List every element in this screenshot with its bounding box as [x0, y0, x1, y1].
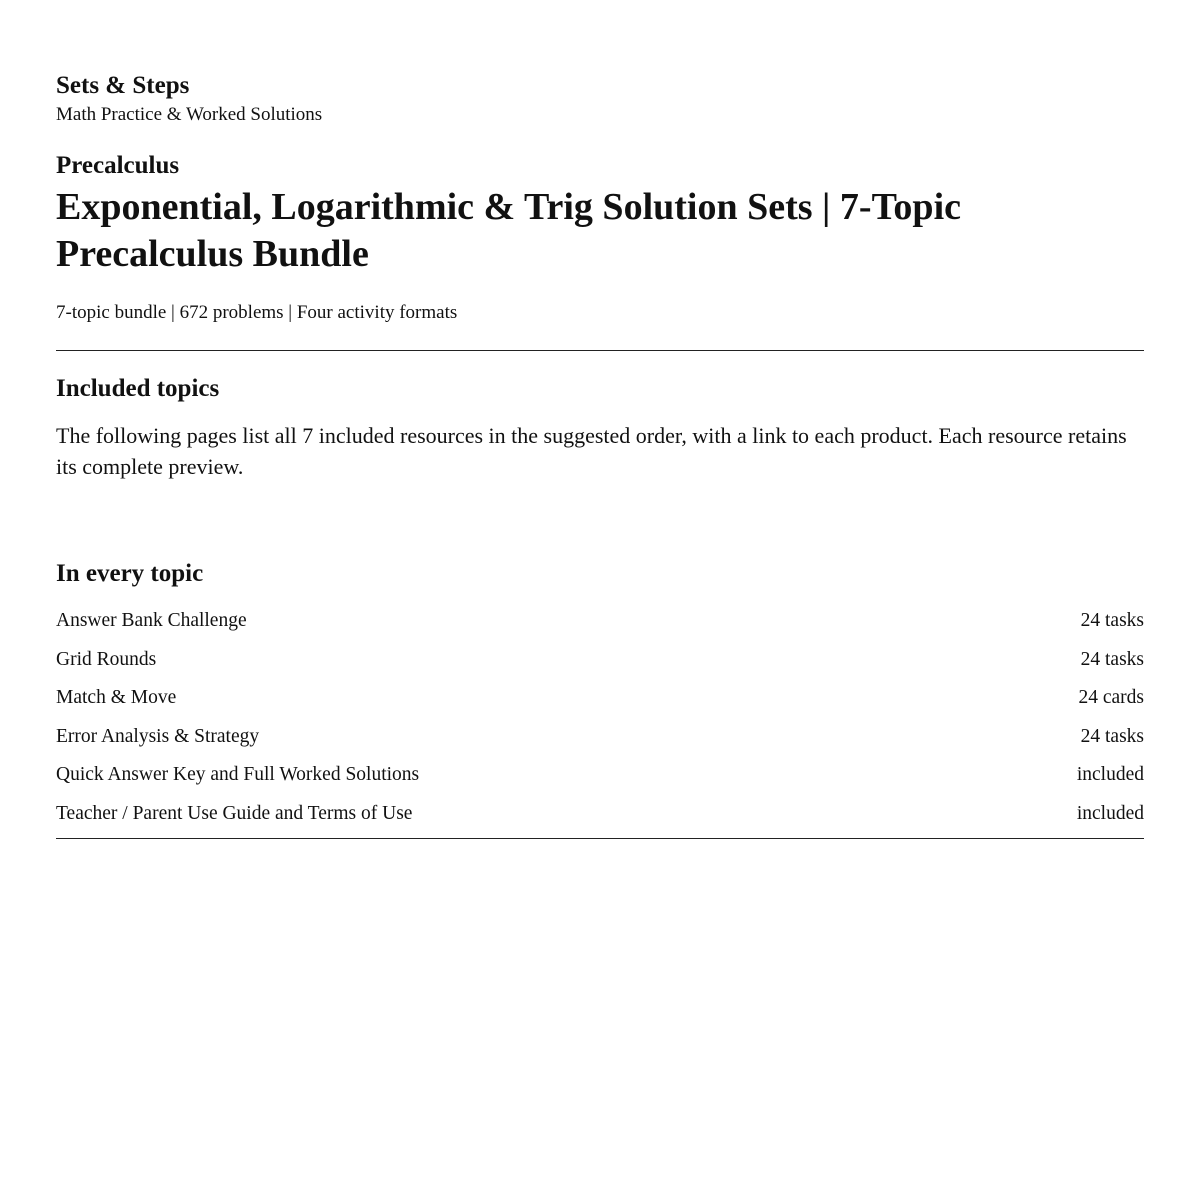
included-topics-heading: Included topics	[56, 375, 220, 402]
list-item	[56, 718, 1144, 757]
list-item	[56, 756, 1144, 795]
list-item-label: Quick Answer Key and Full Worked Solutions	[56, 764, 420, 786]
list-item-value: 24 tasks	[1080, 725, 1144, 747]
list-item-label: Match & Move	[56, 687, 177, 709]
subject-label: Precalculus	[56, 152, 180, 179]
list-item	[56, 641, 1144, 680]
brand-header	[56, 70, 1144, 128]
list-item-value: included	[1076, 764, 1144, 786]
list-item-value: included	[1076, 802, 1144, 824]
list-item-value: 24 cards	[1078, 687, 1144, 709]
included-topics-body: The following pages list all 7 included resources in the suggested order, with a link to each product. Each resource retains its complete preview.	[56, 423, 1127, 479]
list-item-label: Error Analysis & Strategy	[56, 725, 260, 747]
list-item-label: Grid Rounds	[56, 648, 157, 670]
list-item-value: 24 tasks	[1080, 648, 1144, 670]
every-topic-heading: In every topic	[56, 560, 204, 587]
brand-name: Sets & Steps	[56, 72, 190, 99]
brand-tagline: Math Practice & Worked Solutions	[56, 104, 323, 125]
list-item-label: Teacher / Parent Use Guide and Terms of Use	[56, 802, 413, 824]
divider-bottom	[56, 838, 1144, 839]
list-item	[56, 679, 1144, 718]
list-item	[56, 795, 1144, 834]
list-item-value: 24 tasks	[1080, 610, 1144, 631]
page-title: Exponential, Logarithmic & Trig Solution Sets | 7-Topic Precalculus Bundle	[56, 186, 961, 275]
divider-top	[56, 350, 1144, 351]
bundle-meta: 7-topic bundle | 672 problems | Four activity formats	[56, 302, 458, 323]
list-item	[56, 602, 1144, 641]
list-item-label: Answer Bank Challenge	[56, 610, 247, 631]
every-topic-list	[56, 602, 1144, 834]
